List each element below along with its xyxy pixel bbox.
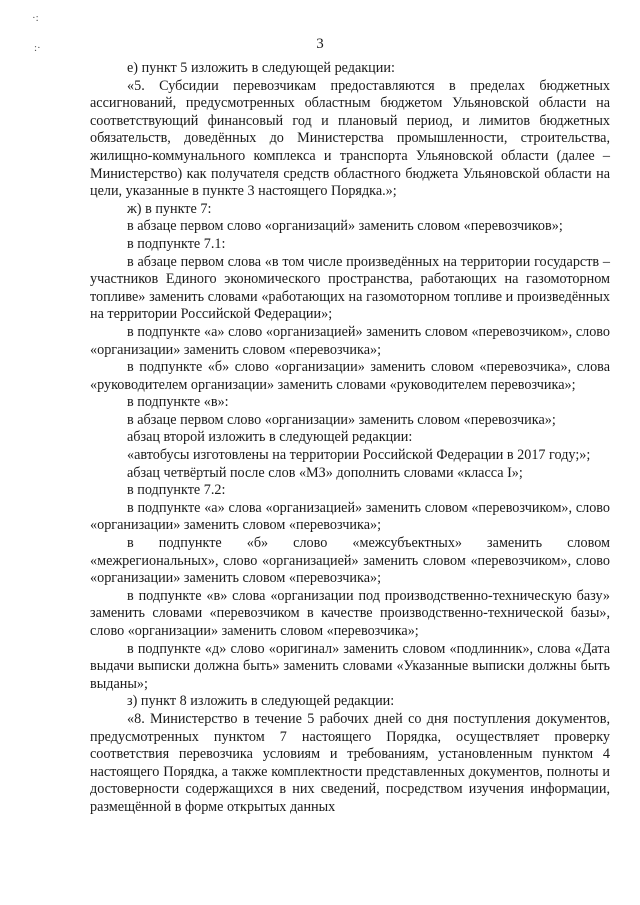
paragraph: в абзаце первом слова «в том числе произведённых на территории государств – участников Единого экономического пространства, работающих на газомоторном топливе» заменить словами «работающих на газомоторном топливе и произведённых на территории Российской Федерации»; xyxy=(90,253,610,323)
paragraph: в подпункте «б» слово «межсубъектных» заменить словом «межрегиональных», слово «организацией» заменить словом «перевозчиком», слово «организации» заменить словом «перевозчика»; xyxy=(90,535,610,587)
paragraph: «8. Министерство в течение 5 рабочих дней со дня поступления документов, предусмотренных пунктом 7 настоящего Порядка, осуществляет проверку соответствия перевозчика условиям и требованиям, установленным пунктом 4 настоящего Порядка, а также комплектности представленных документов, полноты и достоверности содержащихся в них сведений, посредством изучения информации, размещённой в форме открытых данных xyxy=(90,710,610,815)
paragraph: в подпункте «а» слово «организацией» заменить словом «перевозчиком», слово «организации» заменить словом «перевозчика»; xyxy=(90,323,610,358)
paragraph: в подпункте «а» слова «организацией» заменить словом «перевозчиком», слово «организации» заменить словом «перевозчика»; xyxy=(90,499,610,534)
paragraph: з) пункт 8 изложить в следующей редакции: xyxy=(127,693,395,710)
paragraph: в подпункте 7.1: xyxy=(127,235,226,252)
paragraph: в подпункте «д» слово «оригинал» заменить словом «подлинник», слова «Дата выдачи выписки должна быть» заменить словами «Указанные выписки должны быть выданы»; xyxy=(90,640,610,692)
document-body xyxy=(90,60,610,817)
paragraph: в подпункте «в»: xyxy=(127,394,229,411)
paragraph: в подпункте «в» слова «организации под производственно-техническую базу» заменить словами «перевозчиком в качестве производственно-технической базы», слово «организации» заменить словом «перевозчика»; xyxy=(90,587,610,639)
paragraph: «5. Субсидии перевозчикам предоставляются в пределах бюджетных ассигнований, предусмотренных областным бюджетом Ульяновской области на соответствующий финансовый год и плановый период, и лимитов бюджетных обязательств, доведённых до Министерства промышленности, строительства, жилищно-коммунального комплекса и транспорта Ульяновской области (далее – Министерство) как получателя средств областного бюджета Ульяновской области на цели, указанные в пункте 3 настоящего Порядка.»; xyxy=(90,77,610,200)
paragraph: е) пункт 5 изложить в следующей редакции: xyxy=(127,60,395,76)
paragraph: абзац четвёртый после слов «МЗ» дополнить словами «класса I»; xyxy=(127,464,523,481)
paragraph: в абзаце первом слово «организации» заменить словом «перевозчика»; xyxy=(127,411,556,428)
paragraph: в абзаце первом слово «организаций» заменить словом «перевозчиков»; xyxy=(127,218,563,235)
paragraph: в подпункте «б» слово «организации» заменить словом «перевозчика», слова «руководителем организации» заменить словами «руководителем перевозчика»; xyxy=(90,359,610,393)
paragraph: абзац второй изложить в следующей редакции: xyxy=(127,429,413,446)
scan-mark: :· xyxy=(34,42,41,54)
paragraph: ж) в пункте 7: xyxy=(127,200,212,217)
paragraph: «автобусы изготовлены на территории Российской Федерации в 2017 году;»; xyxy=(127,447,591,464)
page-number: 3 xyxy=(316,36,324,52)
scan-mark: ·: xyxy=(32,12,39,24)
paragraph: в подпункте 7.2: xyxy=(127,482,226,499)
